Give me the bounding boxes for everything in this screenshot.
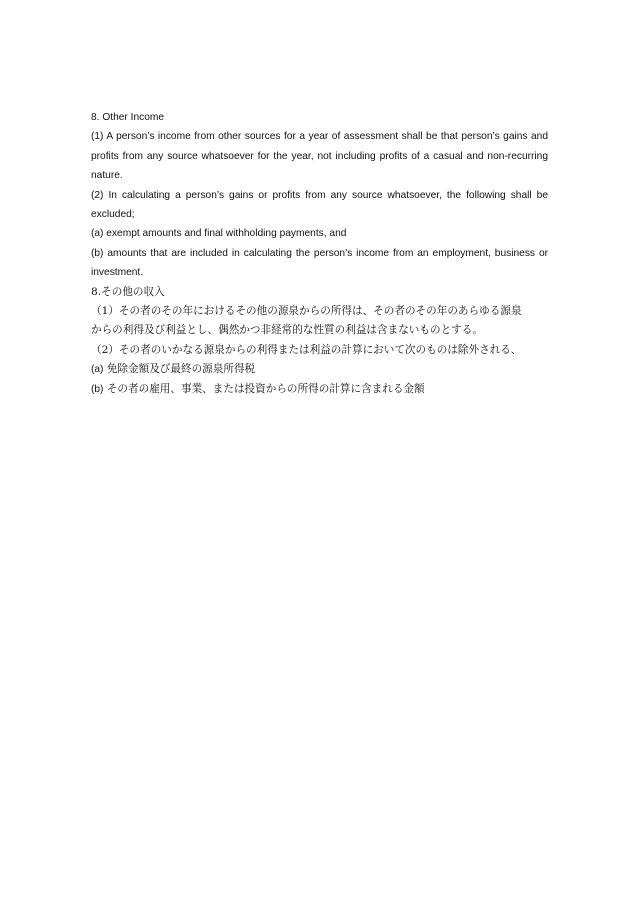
jp-list-item-b-label: (b): [91, 383, 104, 395]
heading-english: 8. Other Income: [91, 112, 165, 123]
jp-list-item-b-text: その者の雇用、事業、または投資からの所得の計算に含まれる金額: [106, 382, 425, 395]
jp-paragraph-2-line-1: （2）その者のいかなる源泉からの利得または利益の計算において次のものは除外される、: [91, 343, 522, 356]
list-item-b-line-2: investment.: [91, 267, 144, 279]
jp-list-item-b: [91, 380, 548, 399]
document-body: [91, 108, 548, 399]
jp-list-item-a-text: 免除金額及び最終の源泉所得税: [106, 363, 256, 376]
list-item-b-line-1: (b) amounts that are included in calculating the person’s income from an employment, business or: [91, 247, 548, 259]
jp-paragraph-1-line-1: （1）その者のその年におけるその他の源泉からの所得は、その者のその年のあらゆる源泉: [91, 305, 522, 318]
paragraph-1-line-1: (1) A person’s income from other sources for a year of assessment shall be that person’s gains and: [91, 131, 548, 143]
jp-paragraph-1-line-2: からの利得及び利益とし、偶然かつ非経常的な性質の利益は含まないものとする。: [91, 324, 483, 337]
jp-list-item-a: [91, 360, 548, 379]
paragraph-2-line-2: excluded;: [91, 209, 135, 221]
jp-list-item-a-label: (a): [91, 364, 104, 376]
list-item-a: (a) exempt amounts and final withholding payments, and: [91, 228, 347, 240]
heading-japanese: 8.その他の収入: [91, 285, 165, 298]
paragraph-2-line-1: (2) In calculating a person’s gains or profits from any source whatsoever, the following shall be: [91, 189, 548, 201]
paragraph-1-line-2: profits from any source whatsoever for the year, not including profits of a casual and non-recurring: [91, 150, 548, 162]
paragraph-1-line-3: nature.: [91, 170, 123, 182]
